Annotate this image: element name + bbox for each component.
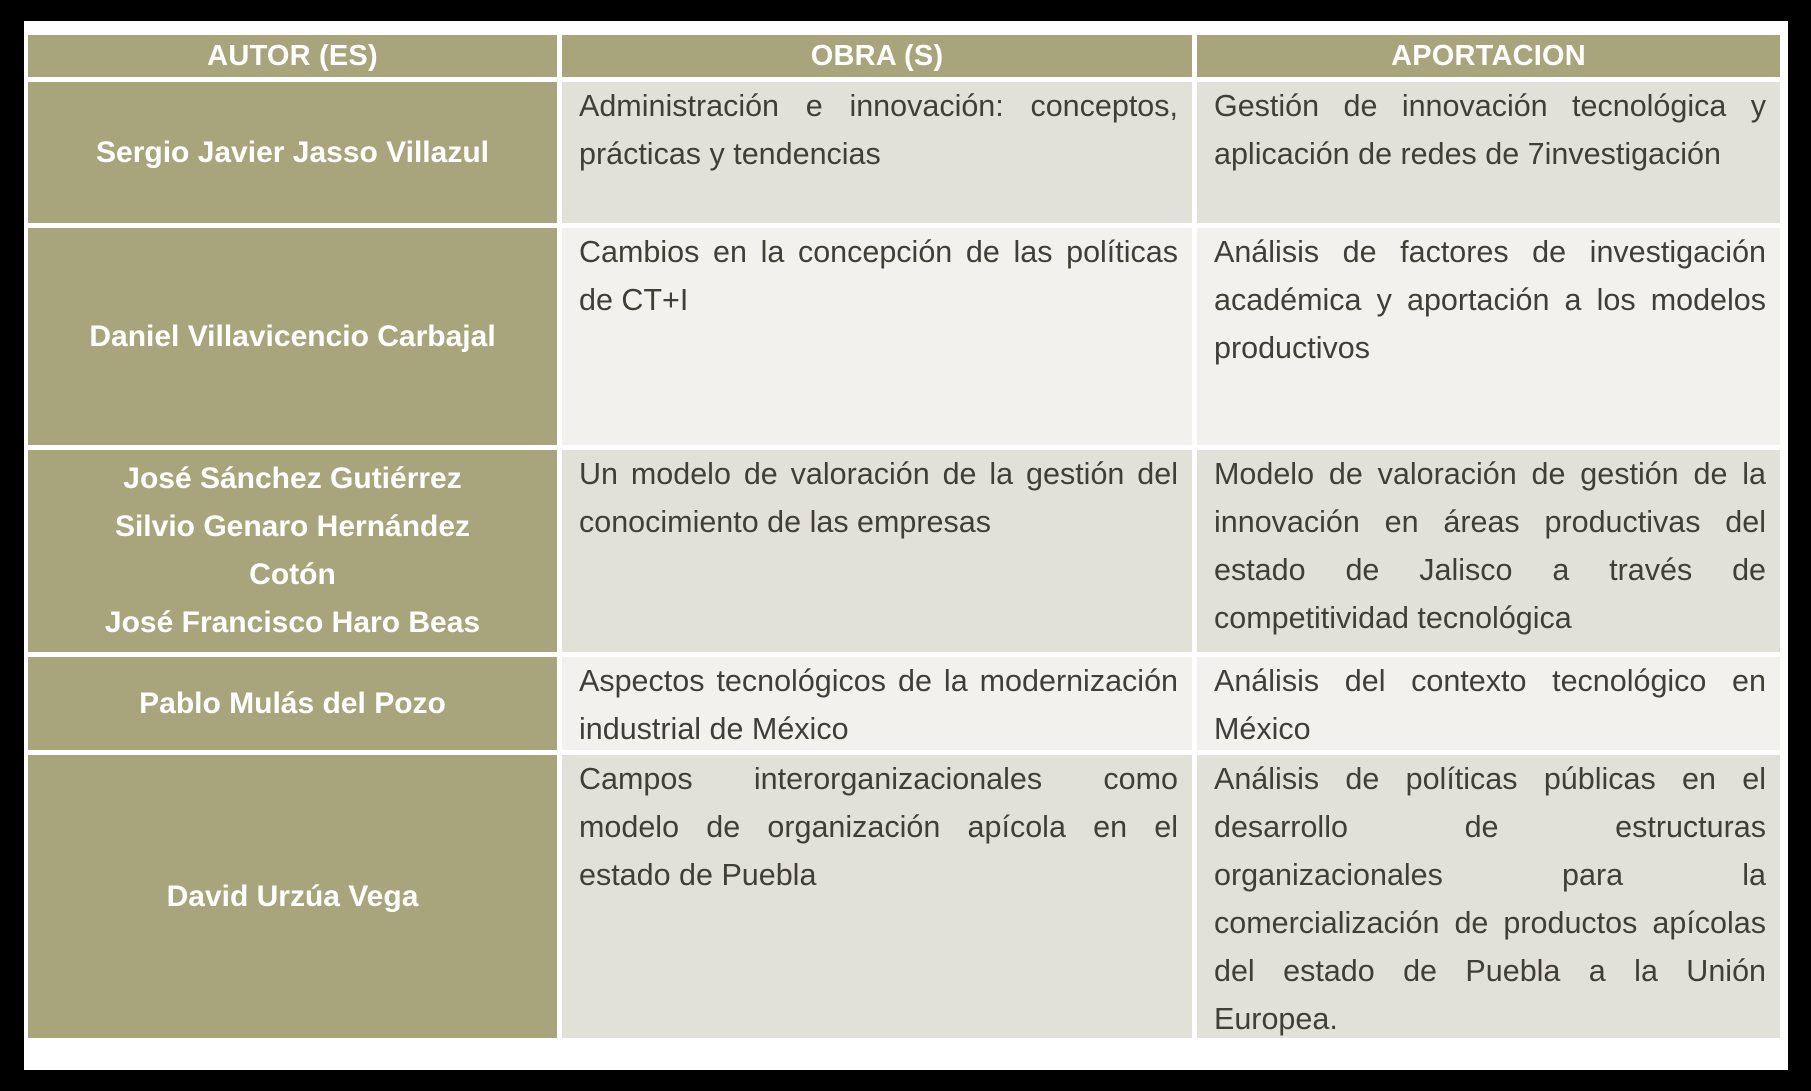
author-cell bbox=[28, 450, 557, 652]
header-work: OBRA (S) bbox=[562, 35, 1192, 77]
work-cell: Campos interorganizacionales como modelo de organización apícola en el estado de Puebla bbox=[562, 755, 1192, 1038]
author-name: David Urzúa Vega bbox=[166, 879, 419, 913]
slide-panel bbox=[24, 21, 1788, 1070]
header-contribution: APORTACION bbox=[1197, 35, 1780, 77]
contribution-cell: Análisis del contexto tecnológico en México bbox=[1197, 657, 1780, 750]
author-cell bbox=[28, 228, 557, 445]
author-name: Pablo Mulás del Pozo bbox=[139, 686, 446, 720]
author-name: José Francisco Haro Beas bbox=[104, 606, 481, 639]
author-name: Silvio Genaro Hernández Cotón bbox=[114, 510, 471, 591]
contribution-cell: Gestión de innovación tecnológica y aplicación de redes de 7investigación bbox=[1197, 82, 1780, 223]
author-name: Daniel Villavicencio Carbajal bbox=[89, 319, 496, 353]
header-author: AUTOR (ES) bbox=[28, 35, 557, 77]
contribution-cell: Modelo de valoración de gestión de la innovación en áreas productivas del estado de Jalisco a través de competitividad tecnológica bbox=[1197, 450, 1780, 652]
author-cell bbox=[28, 755, 557, 1038]
work-cell: Administración e innovación: conceptos, prácticas y tendencias bbox=[562, 82, 1192, 223]
author-cell bbox=[28, 82, 557, 223]
authors-table bbox=[28, 35, 1780, 1038]
contribution-cell: Análisis de políticas públicas en el desarrollo de estructuras organizacionales para la comercialización de productos apícolas del estado de Puebla a la Unión Europea. bbox=[1197, 755, 1780, 1038]
work-cell: Aspectos tecnológicos de la modernización industrial de México bbox=[562, 657, 1192, 750]
work-cell: Cambios en la concepción de las políticas de CT+I bbox=[562, 228, 1192, 445]
contribution-cell: Análisis de factores de investigación académica y aportación a los modelos productivos bbox=[1197, 228, 1780, 445]
work-cell: Un modelo de valoración de la gestión del conocimiento de las empresas bbox=[562, 450, 1192, 652]
author-name: Sergio Javier Jasso Villazul bbox=[96, 135, 489, 169]
author-cell bbox=[28, 657, 557, 750]
author-name: José Sánchez Gutiérrez bbox=[123, 462, 462, 495]
